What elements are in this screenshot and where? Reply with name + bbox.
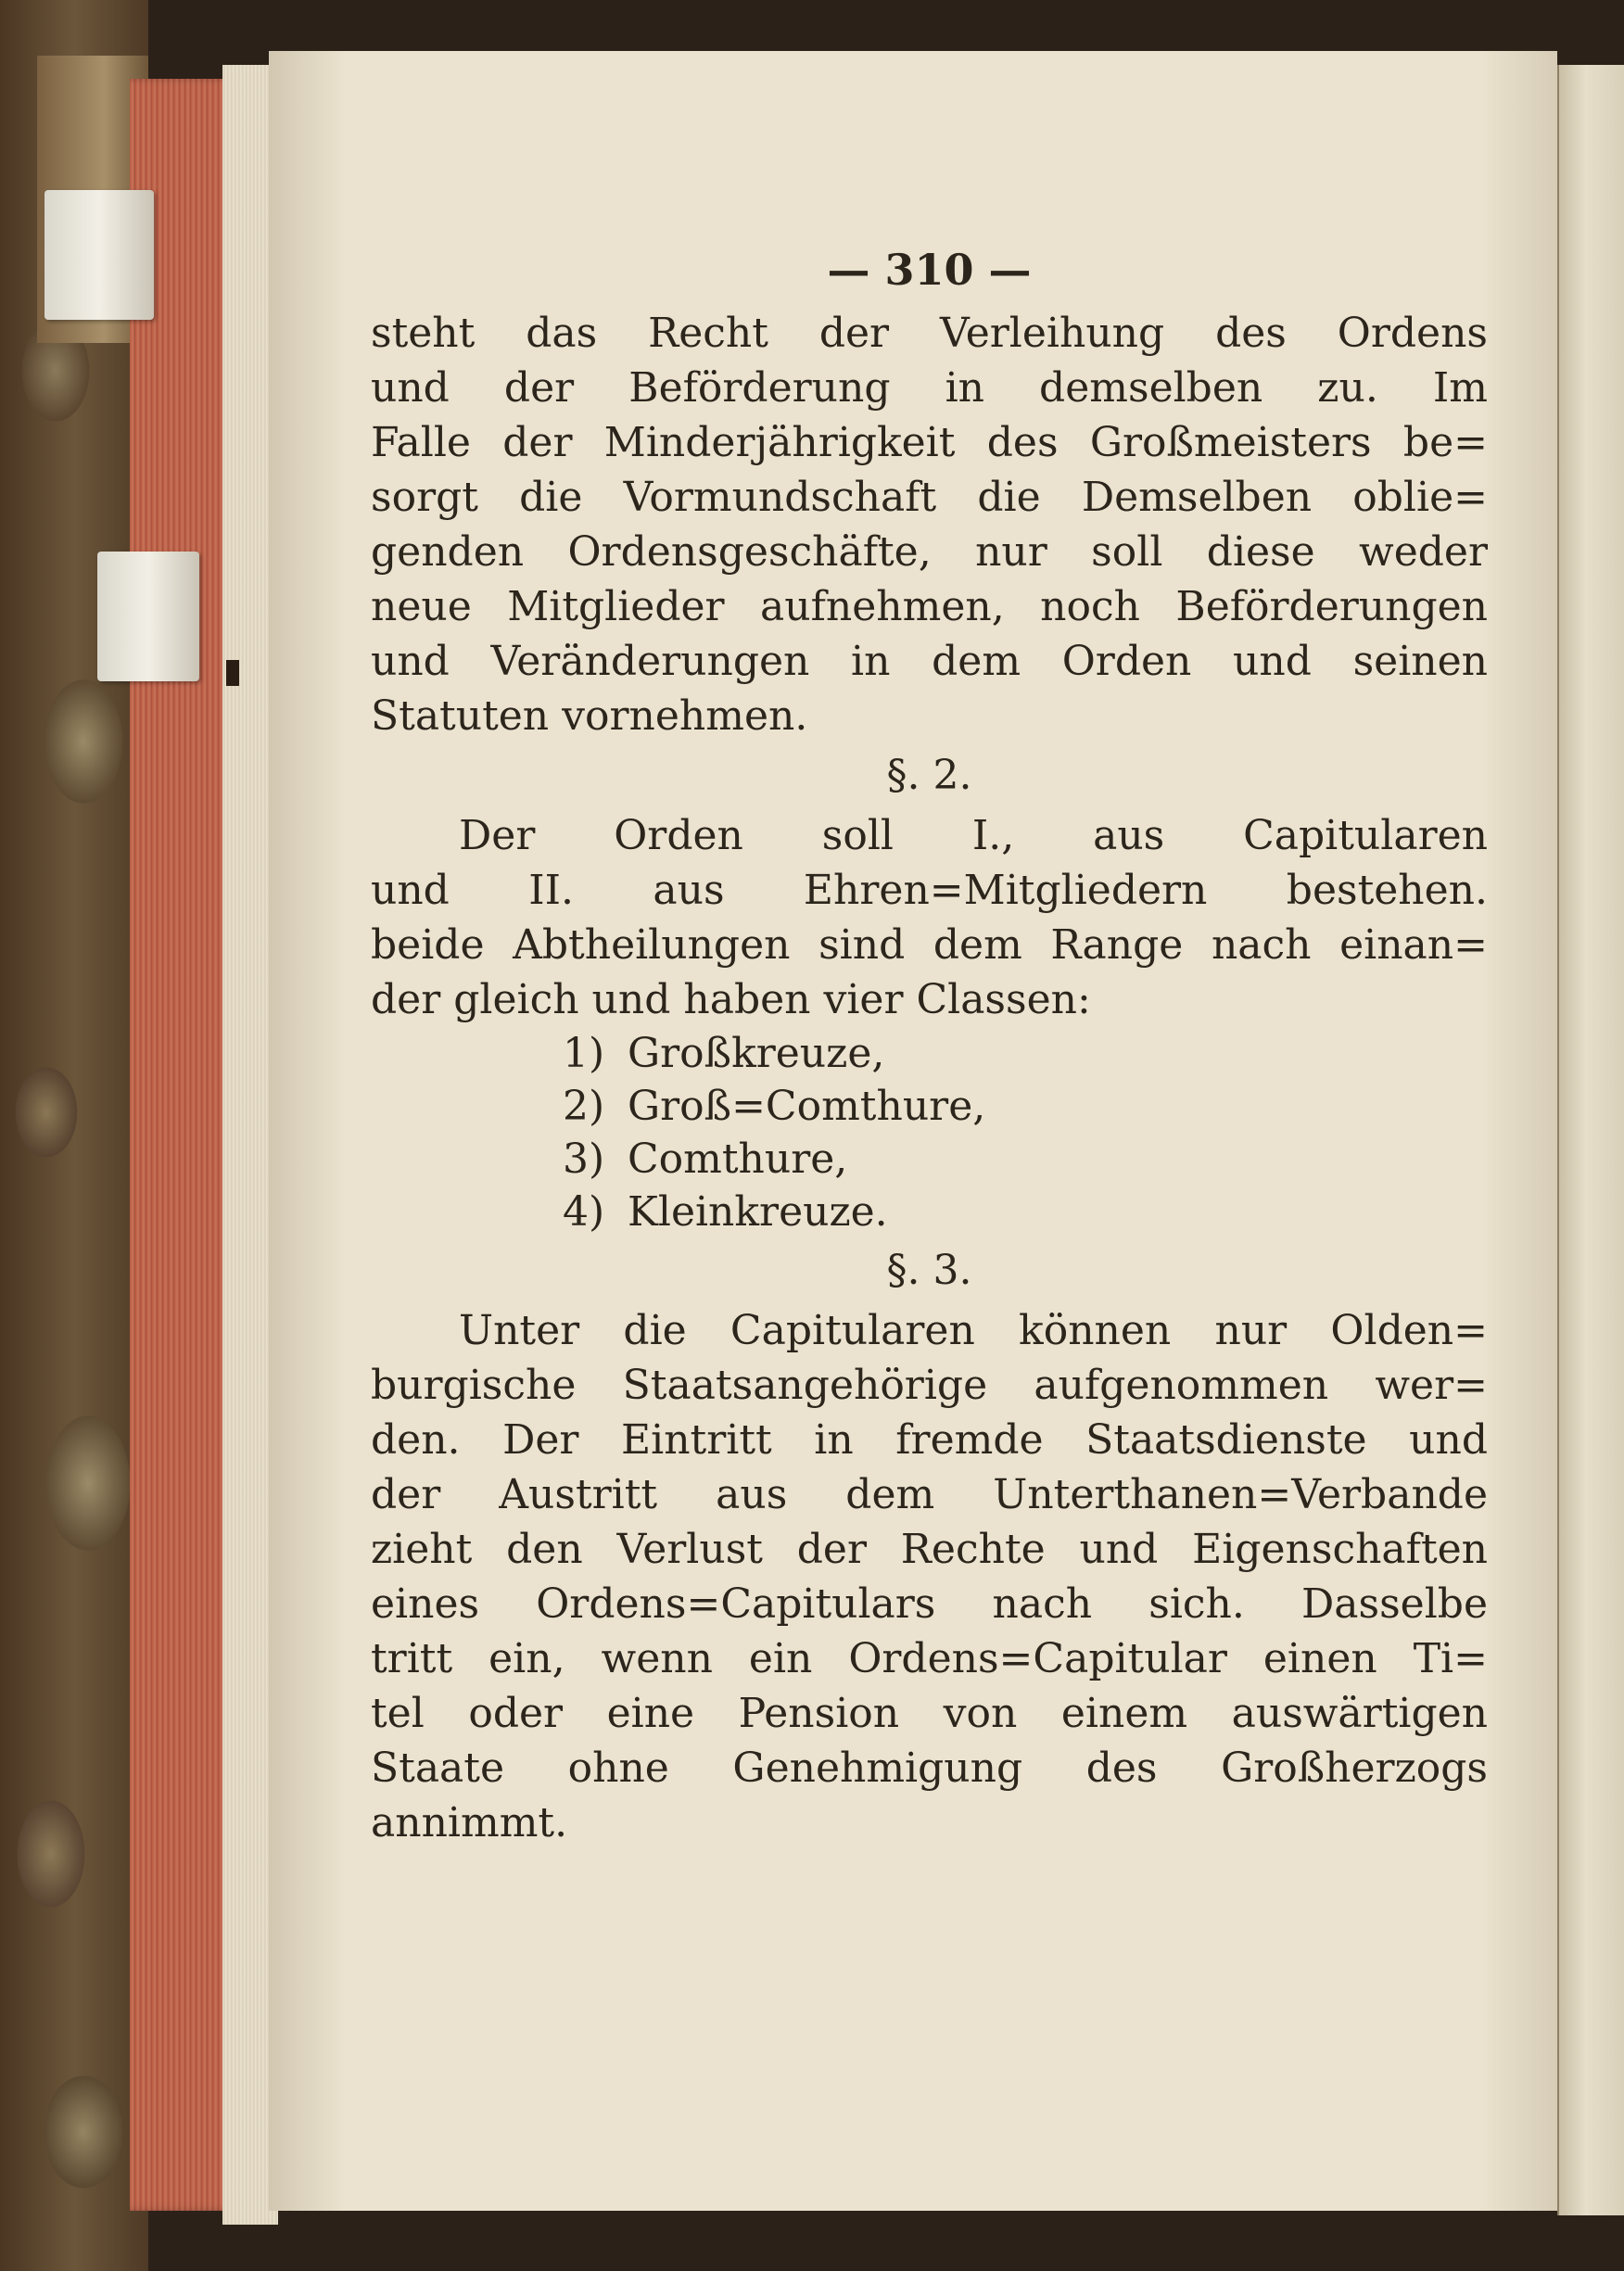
- page-number: — 310 —: [827, 245, 1032, 295]
- section-2-text: [371, 808, 1488, 1027]
- section-3-text: [371, 1303, 1488, 1850]
- list-label: Groß=Comthure,: [628, 1083, 986, 1130]
- list-label: Kleinkreuze.: [628, 1188, 888, 1236]
- paragraph-continuation: [371, 306, 1488, 743]
- text-line: genden Ordensgeschäfte, nur soll diese weder: [371, 528, 1488, 576]
- list-label: Comthure,: [628, 1136, 848, 1183]
- list-item: [563, 1133, 1488, 1186]
- text-line: tritt ein, wenn ein Ordens=Capitular einen Ti=: [371, 1635, 1488, 1682]
- text-line: Statuten vornehmen.: [371, 692, 808, 740]
- list-number: 2): [563, 1083, 605, 1130]
- text-line: annimmt.: [371, 1799, 568, 1846]
- text-line: der gleich und haben vier Classen:: [371, 976, 1091, 1023]
- spine-mark: [226, 660, 239, 686]
- list-number: 3): [563, 1136, 605, 1183]
- bookmark-tab-top: [44, 190, 154, 320]
- text-line: und der Beförderung in demselben zu. Im: [371, 364, 1488, 412]
- text-line: beide Abtheilungen sind dem Range nach einan=: [371, 921, 1488, 969]
- text-line: neue Mitglieder aufnehmen, noch Beförderungen: [371, 583, 1488, 630]
- section-heading-2: §. 2.: [886, 752, 972, 799]
- text-line: Staate ohne Genehmigung des Großherzogs: [371, 1744, 1488, 1792]
- text-line: zieht den Verlust der Rechte und Eigenschaften: [371, 1526, 1488, 1573]
- section-heading-3: §. 3.: [886, 1247, 972, 1294]
- list-label: Großkreuze,: [628, 1030, 885, 1077]
- text-line: und Veränderungen in dem Orden und seinen: [371, 638, 1488, 685]
- text-line: sorgt die Vormundschaft die Demselben oblie=: [371, 474, 1488, 521]
- bookmark-tab-middle: [97, 552, 199, 681]
- text-line: Falle der Minderjährigkeit des Großmeisters be=: [371, 419, 1488, 466]
- list-number: 4): [563, 1188, 605, 1236]
- list-number: 1): [563, 1030, 605, 1077]
- text-line: steht das Recht der Verleihung des Ordens: [371, 310, 1488, 357]
- page-text: [371, 245, 1488, 1850]
- facing-page-edge: [1557, 65, 1624, 2215]
- text-line: der Austritt aus dem Unterthanen=Verbande: [371, 1471, 1488, 1518]
- text-line: eines Ordens=Capitulars nach sich. Dasselbe: [371, 1580, 1488, 1628]
- class-list: [371, 1027, 1488, 1238]
- list-item: [563, 1080, 1488, 1133]
- list-item: [563, 1186, 1488, 1238]
- list-item: [563, 1027, 1488, 1080]
- text-line: Der Orden soll I., aus Capitularen: [459, 812, 1488, 859]
- text-line: und II. aus Ehren=Mitgliedern bestehen.: [371, 867, 1488, 914]
- text-line: tel oder eine Pension von einem auswärtigen: [371, 1690, 1488, 1737]
- text-line: den. Der Eintritt in fremde Staatsdienste und: [371, 1416, 1488, 1464]
- text-line: Unter die Capitularen können nur Olden=: [459, 1307, 1488, 1354]
- text-line: burgische Staatsangehörige aufgenommen wer=: [371, 1362, 1488, 1409]
